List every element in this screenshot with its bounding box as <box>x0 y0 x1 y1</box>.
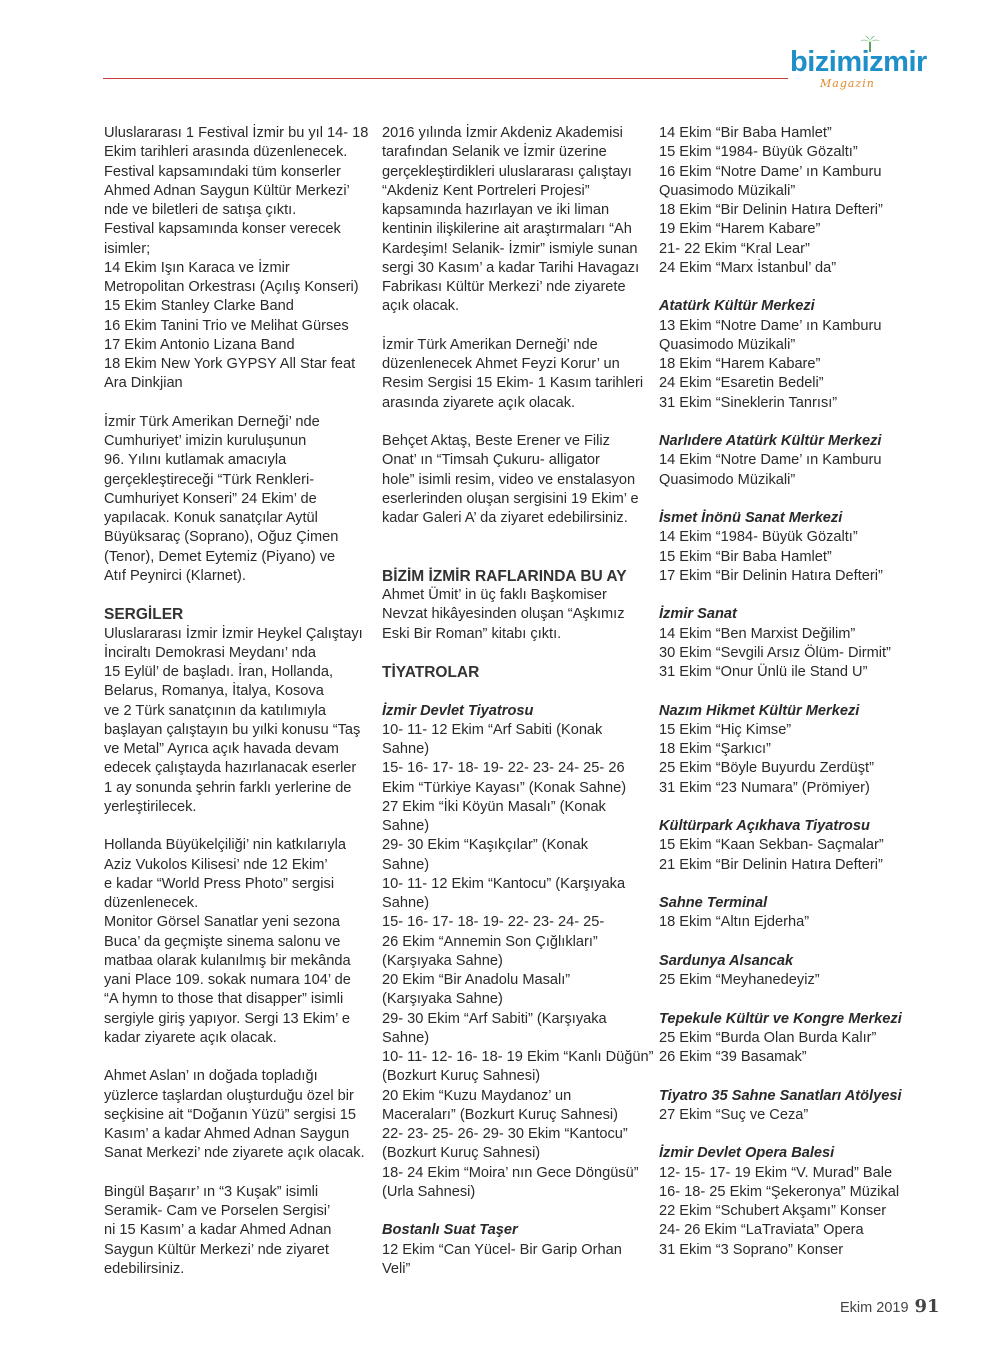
text-line: arasında ziyarete açık olacak. <box>382 394 576 411</box>
paragraph-gap <box>382 1202 650 1221</box>
text-line: Festival kapsamında konser verecek <box>104 221 341 238</box>
text-line: 27 Ekim “Suç ve Ceza” <box>659 1106 809 1123</box>
text-line: 10- 11- 12- 16- 18- 19 Ekim “Kanlı Düğün” <box>382 1049 654 1065</box>
text-line: 10- 11- 12 Ekim “Arf Sabiti (Konak <box>382 721 603 738</box>
text-line: 1 ay sonunda şehrin farklı yerlerine de <box>104 779 352 796</box>
text-line: 17 Ekim “Bir Delinin Hatıra Defteri” <box>659 567 883 584</box>
venue-heading: Tiyatro 35 Sahne Sanatları Atölyesi <box>659 1087 902 1104</box>
paragraph-gap <box>382 548 650 567</box>
text-line: 15 Ekim “1984- Büyük Gözaltı” <box>659 144 858 161</box>
text-line: ni 15 Kasım’ a kadar Ahmed Adnan <box>104 1222 332 1239</box>
text-line: 24 Ekim “Marx İstanbul’ da” <box>659 259 837 276</box>
page-number: 91 <box>914 1296 940 1317</box>
text-line: 15 Ekim “Kaan Sekban- Saçmalar” <box>659 837 884 854</box>
paragraph-gap <box>659 990 927 1009</box>
text-line: hole” isimli resim, video ve enstalasyon <box>382 471 636 488</box>
text-line: e kadar “World Press Photo” sergisi <box>104 875 335 892</box>
text-line: Uluslararası İzmir İzmir Heykel Çalıştayı <box>104 625 363 642</box>
text-line: Onat’ ın “Timsah Çukuru- alligator <box>382 452 600 469</box>
text-line: 96. Yılını kutlamak amacıyla <box>104 452 287 469</box>
venue-heading: İzmir Devlet Tiyatrosu <box>382 702 534 719</box>
text-line: Nevzat hikâyesinden oluşan “Aşkımız <box>382 606 625 623</box>
venue-heading: Tepekule Kültür ve Kongre Merkezi <box>659 1010 902 1027</box>
venue-heading: İzmir Devlet Opera Balesi <box>659 1145 835 1162</box>
text-line: kapsamında hazırlayan ve iki liman <box>382 202 610 218</box>
venue-heading: Nazım Hikmet Kültür Merkezi <box>659 702 860 719</box>
text-line: 13 Ekim “Notre Dame’ ın Kamburu <box>659 317 882 334</box>
text-line: 22 Ekim “Schubert Akşamı” Konser <box>659 1203 887 1219</box>
text-line: edebilirsiniz. <box>104 1260 185 1277</box>
text-line: 10- 11- 12 Ekim “Kantocu” (Karşıyaka <box>382 875 626 892</box>
page-footer <box>840 1296 940 1317</box>
paragraph-gap <box>659 413 927 432</box>
text-line: nde ve biletleri de satışa çıktı. <box>104 202 297 218</box>
text-line: Aziz Vukolos Kilisesi’ nde 12 Ekim’ <box>104 856 328 873</box>
text-line: Maceraları” (Bozkurt Kuruç Sahnesi) <box>382 1106 619 1123</box>
column-2 <box>382 124 654 1279</box>
text-line: 31 Ekim “3 Soprano” Konser <box>659 1241 844 1258</box>
text-line: 18 Ekim “Harem Kabare” <box>659 356 821 372</box>
text-line: “A hymn to those that disapper” isimli <box>104 991 344 1008</box>
text-line: Hollanda Büyükelçiliği’ nin katkılarıyla <box>104 837 346 854</box>
paragraph-gap <box>659 875 927 894</box>
text-line: düzenlenecek. <box>104 895 199 911</box>
text-line: Ahmet Ümit’ in üç faklı Başkomiser <box>382 587 607 603</box>
text-line: Behçet Aktaş, Beste Erener ve Filiz <box>382 433 610 449</box>
paragraph-gap <box>382 413 650 432</box>
text-line: Cumhuriyet Konseri” 24 Ekim’ de <box>104 490 317 507</box>
brand-name: bizimizmir <box>790 46 927 78</box>
text-line: 14 Ekim “Notre Dame’ ın Kamburu <box>659 452 882 469</box>
text-line: Resim Sergisi 15 Ekim- 1 Kasım tarihleri <box>382 375 644 392</box>
text-line: 20 Ekim “Bir Anadolu Masalı” <box>382 972 571 988</box>
text-line: 18 Ekim “Şarkıcı” <box>659 741 771 757</box>
text-line: tarafından Selanik ve İzmir üzerine <box>382 144 607 161</box>
text-line: 12- 15- 17- 19 Ekim “V. Murad” Bale <box>659 1164 893 1181</box>
text-line: başlayan çalıştayın bu yılki konusu “Taş <box>104 721 361 738</box>
text-line: 18 Ekim “Bir Delinin Hatıra Defteri” <box>659 202 883 218</box>
text-line: Seramik- Cam ve Porselen Sergisi’ <box>104 1203 331 1219</box>
text-line: 14 Ekim “1984- Büyük Gözaltı” <box>659 529 858 546</box>
text-line: 17 Ekim Antonio Lizana Band <box>104 336 295 353</box>
section-heading: SERGİLER <box>104 606 184 624</box>
paragraph-gap <box>659 1125 927 1144</box>
text-line: Ekim “Türkiye Kayası” (Konak Sahne) <box>382 779 627 796</box>
text-line: Sahne) <box>382 741 430 757</box>
text-line: Sahne) <box>382 818 430 834</box>
text-line: (Karşıyaka Sahne) <box>382 991 503 1008</box>
text-line: Metropolitan Orkestrası (Açılış Konseri) <box>104 279 359 295</box>
text-line: Sanat Merkezi’ nde ziyarete açık olacak. <box>104 1145 365 1162</box>
paragraph-gap <box>659 933 927 952</box>
venue-heading: Narlıdere Atatürk Kültür Merkezi <box>659 433 882 449</box>
text-line: Ara Dinkjian <box>104 375 183 392</box>
text-line: sergiyle giriş yapıyor. Sergi 13 Ekim’ e <box>104 1010 351 1027</box>
text-line: yani Place 109. sokak numara 104’ de <box>104 972 351 988</box>
text-line: yerleştirilecek. <box>104 798 197 815</box>
text-line: Quasimodo Müzikali” <box>659 471 796 488</box>
text-line: kadar ziyarete açık olacak. <box>104 1029 277 1046</box>
text-line: Festival kapsamındaki tüm konserler <box>104 163 341 180</box>
text-line: Veli” <box>382 1260 411 1277</box>
paragraph-gap <box>659 1067 927 1086</box>
text-line: Ekim tarihleri arasında düzenlenecek. <box>104 144 348 161</box>
venue-heading: İzmir Sanat <box>659 606 737 623</box>
text-line: eserlerinden oluşan sergisini 19 Ekim’ e <box>382 490 639 507</box>
text-line: kadar Galeri A’ da ziyaret edebilirsiniz. <box>382 510 628 526</box>
text-line: Uluslararası 1 Festival İzmir bu yıl 14- 18 <box>104 125 369 141</box>
text-line: (Bozkurt Kuruç Sahnesi) <box>382 1145 541 1162</box>
text-line: Bingül Başarır’ ın “3 Kuşak” isimli <box>104 1183 319 1200</box>
text-line: Quasimodo Müzikali” <box>659 182 796 199</box>
text-line: Kardeşim! Selanik- İzmir” ismiyle sunan <box>382 240 638 257</box>
text-line: İnciraltı Demokrasi Meydanı’ nda <box>104 644 316 661</box>
text-line: 25 Ekim “Burda Olan Burda Kalır” <box>659 1029 877 1046</box>
text-line: 12 Ekim “Can Yücel- Bir Garip Orhan <box>382 1241 622 1258</box>
text-line: 25 Ekim “Meyhanedeyiz” <box>659 972 820 988</box>
column-1 <box>104 124 372 1279</box>
text-line: 31 Ekim “23 Numara” (Prömiyer) <box>659 779 870 796</box>
text-line: 26 Ekim “39 Basamak” <box>659 1049 807 1065</box>
text-line: Belarus, Romanya, İtalya, Kosova <box>104 683 324 700</box>
text-line: Saygun Kültür Merkezi’ nde ziyaret <box>104 1241 329 1258</box>
text-line: sergi 30 Kasım’ a kadar Tarihi Havagazı <box>382 259 640 276</box>
paragraph-gap <box>104 1164 372 1183</box>
text-line: 31 Ekim “Sineklerin Tanrısı” <box>659 394 838 411</box>
paragraph-gap <box>104 817 372 836</box>
issue-date: Ekim 2019 <box>840 1300 909 1316</box>
text-line: 24 Ekim “Esaretin Bedeli” <box>659 375 824 392</box>
text-line: 14 Ekim Işın Karaca ve İzmir <box>104 259 290 276</box>
text-line: 15- 16- 17- 18- 19- 22- 23- 24- 25- <box>382 914 605 931</box>
paragraph-gap <box>104 394 372 413</box>
text-line: (Karşıyaka Sahne) <box>382 952 503 969</box>
text-line: Ahmed Adnan Saygun Kültür Merkezi’ <box>104 182 350 199</box>
text-line: (Urla Sahnesi) <box>382 1183 476 1200</box>
text-line: 31 Ekim “Onur Ünlü ile Stand U” <box>659 664 868 680</box>
text-line: seçkisine ait “Doğanın Yüzü” sergisi 15 <box>104 1106 357 1123</box>
text-line: düzenlenecek Ahmet Feyzi Korur’ un <box>382 356 620 372</box>
text-line: 15 Eylül’ de başladı. İran, Hollanda, <box>104 664 334 680</box>
text-line: 15 Ekim “Bir Baba Hamlet” <box>659 548 832 565</box>
section-heading: BİZİM İZMİR RAFLARINDA BU AY <box>382 567 627 585</box>
text-line: yüzlerce taşlardan oluşturduğu özel bir <box>104 1087 354 1104</box>
brand-subtitle: Magazin <box>820 77 875 90</box>
text-line: 18 Ekim “Altın Ejderha” <box>659 914 810 931</box>
venue-heading: Bostanlı Suat Taşer <box>382 1222 518 1239</box>
paragraph-gap <box>104 586 372 605</box>
paragraph-gap <box>659 798 927 817</box>
paragraph-gap <box>659 682 927 701</box>
section-heading: TİYATROLAR <box>382 664 480 681</box>
text-line: 29- 30 Ekim “Kaşıkçılar” (Konak <box>382 837 589 854</box>
text-line: Cumhuriyet’ imizin kuruluşunun <box>104 433 307 449</box>
text-line: 21 Ekim “Bir Delinin Hatıra Defteri” <box>659 856 883 873</box>
venue-heading: Atatürk Kültür Merkezi <box>659 298 815 315</box>
text-line: 29- 30 Ekim “Arf Sabiti” (Karşıyaka <box>382 1010 607 1027</box>
header-rule <box>103 78 788 79</box>
paragraph-gap <box>382 528 650 547</box>
paragraph-gap <box>382 682 650 701</box>
text-line: Kasım’ a kadar Ahmed Adnan Saygun <box>104 1126 350 1142</box>
text-line: Atıf Peynirci (Klarnet). <box>104 567 246 584</box>
text-line: 18 Ekim New York GYPSY All Star feat <box>104 356 356 372</box>
text-line: Eski Bir Roman” kitabı çıktı. <box>382 625 562 642</box>
column-3 <box>659 124 927 1260</box>
text-line: İzmir Türk Amerikan Derneği’ nde <box>382 336 598 353</box>
paragraph-gap <box>659 586 927 605</box>
text-line: 14 Ekim “Bir Baba Hamlet” <box>659 125 832 141</box>
text-line: (Tenor), Demet Eytemiz (Piyano) ve <box>104 548 336 565</box>
text-line: İzmir Türk Amerikan Derneği’ nde <box>104 413 320 430</box>
text-line: Monitor Görsel Sanatlar yeni sezona <box>104 914 341 931</box>
text-line: Buca’ da geçmişte sinema salonu ve <box>104 933 341 950</box>
text-line: ve 2 Türk sanatçının da katılımıyla <box>104 702 326 719</box>
text-line: gerçekleştireceği “Türk Renkleri- <box>104 471 315 488</box>
text-line: 18- 24 Ekim “Moira’ nın Gece Döngüsü” <box>382 1164 639 1181</box>
text-line: 26 Ekim “Annemin Son Çığlıkları” <box>382 933 598 950</box>
text-line: 2016 yılında İzmir Akdeniz Akademisi <box>382 125 623 141</box>
text-line: 21- 22 Ekim “Kral Lear” <box>659 240 810 257</box>
text-line: 15- 16- 17- 18- 19- 22- 23- 24- 25- 26 <box>382 760 625 777</box>
text-line: matbaa olarak kulanılmış bir mekânda <box>104 952 351 969</box>
text-line: 15 Ekim “Hiç Kimse” <box>659 721 792 738</box>
venue-heading: İsmet İnönü Sanat Merkezi <box>659 510 843 526</box>
text-line: gerçekleştirdikleri uluslararası çalıştayı <box>382 163 632 180</box>
text-line: Sahne) <box>382 895 430 911</box>
text-line: açık olacak. <box>382 298 460 315</box>
text-line: Quasimodo Müzikali” <box>659 336 796 353</box>
text-line: Sahne) <box>382 1029 430 1046</box>
text-line: 30 Ekim “Sevgili Arsız Ölüm- Dirmit” <box>659 644 891 661</box>
text-line: 27 Ekim “İki Köyün Masalı” (Konak <box>382 798 606 815</box>
text-line: yapılacak. Konuk sanatçılar Aytül <box>104 510 318 526</box>
text-line: 14 Ekim “Ben Marxist Değilim” <box>659 625 856 642</box>
venue-heading: Sardunya Alsancak <box>659 952 794 969</box>
text-line: Fabrikası Kültür Merkezi’ nde ziyarete <box>382 279 626 295</box>
text-line: Büyüksaraç (Soprano), Oğuz Çimen <box>104 529 339 546</box>
text-line: ve Metal” Ayrıca açık havada devam <box>104 741 339 757</box>
venue-heading: Sahne Terminal <box>659 895 768 911</box>
text-line: 19 Ekim “Harem Kabare” <box>659 221 821 238</box>
brand-logo <box>790 44 930 96</box>
text-line: 16- 18- 25 Ekim “Şekeronya” Müzikal <box>659 1183 900 1200</box>
text-line: kentinin ilişkilerine ait araştırmaları “Ah <box>382 221 632 238</box>
text-line: Ahmet Aslan’ ın doğada topladığı <box>104 1068 318 1085</box>
text-line: isimler; <box>104 240 151 257</box>
text-line: “Akdeniz Kent Portreleri Projesi” <box>382 182 590 199</box>
text-line: 20 Ekim “Kuzu Maydanoz’ un <box>382 1087 572 1104</box>
paragraph-gap <box>659 490 927 509</box>
text-line: 25 Ekim “Böyle Buyurdu Zerdüşt” <box>659 760 874 777</box>
venue-heading: Kültürpark Açıkhava Tiyatrosu <box>659 818 870 834</box>
text-line: 16 Ekim Tanini Trio ve Melihat Gürses <box>104 317 349 334</box>
text-line: 24- 26 Ekim “LaTraviata” Opera <box>659 1222 864 1239</box>
text-line: 15 Ekim Stanley Clarke Band <box>104 298 294 315</box>
text-line: Sahne) <box>382 856 430 873</box>
text-line: edecek çalıştayda hazırlanacak eserler <box>104 760 357 777</box>
text-line: 22- 23- 25- 26- 29- 30 Ekim “Kantocu” <box>382 1126 628 1142</box>
paragraph-gap <box>382 317 650 336</box>
text-line: (Bozkurt Kuruç Sahnesi) <box>382 1068 541 1085</box>
paragraph-gap <box>659 278 927 297</box>
text-line: 16 Ekim “Notre Dame’ ın Kamburu <box>659 163 882 180</box>
paragraph-gap <box>382 644 650 663</box>
paragraph-gap <box>104 1048 372 1067</box>
